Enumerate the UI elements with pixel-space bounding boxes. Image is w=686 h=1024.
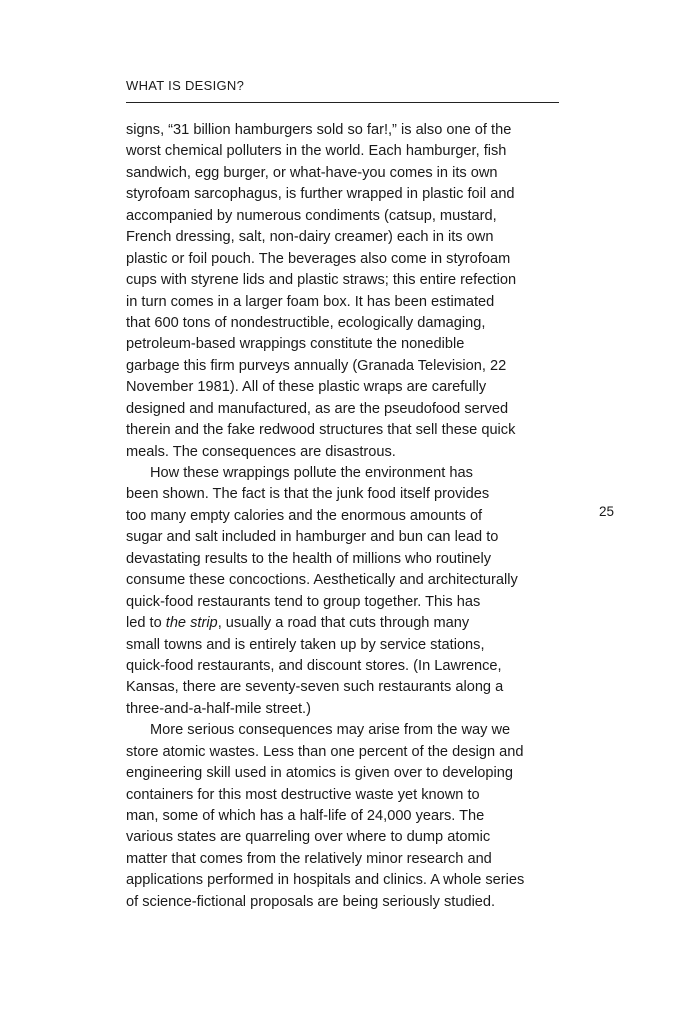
- text-line: of science-fictional proposals are being seriously studied.: [126, 893, 496, 910]
- text-line: meals. The consequences are disastrous.: [126, 443, 396, 460]
- text-line: containers for this most destructive waste yet known to: [126, 786, 480, 803]
- text-line: engineering skill used in atomics is given over to developing: [126, 765, 513, 782]
- text-line: How these wrappings pollute the environment has: [150, 465, 473, 481]
- text-line: three-and-a-half-mile street.): [126, 700, 311, 717]
- text-line: matter that comes from the relatively minor research and: [126, 850, 492, 867]
- text-line: devastating results to the health of millions who routinely: [126, 550, 492, 567]
- text-line: accompanied by numerous condiments (catsup, mustard,: [126, 207, 497, 224]
- text-line: sugar and salt included in hamburger and bun can lead to: [126, 529, 499, 546]
- text-line: cups with styrene lids and plastic straws; this entire refection: [126, 272, 517, 289]
- text-line: petroleum-based wrappings constitute the nonedible: [126, 336, 465, 353]
- text-line: in turn comes in a larger foam box. It has been estimated: [126, 293, 495, 310]
- text-line: French dressing, salt, non-dairy creamer) each in its own: [126, 229, 494, 246]
- running-head: WHAT IS DESIGN?: [126, 78, 245, 93]
- text-line: applications performed in hospitals and clinics. A whole series: [126, 872, 525, 889]
- body-text: [126, 120, 566, 913]
- text-run: led to: [126, 615, 166, 632]
- text-line: plastic or foil pouch. The beverages also come in styrofoam: [126, 250, 511, 267]
- text-line: been shown. The fact is that the junk food itself provides: [126, 486, 490, 503]
- text-line: [126, 613, 566, 634]
- text-line: designed and manufactured, as are the pseudofood served: [126, 400, 509, 417]
- text-line: quick-food restaurants, and discount stores. (In Lawrence,: [126, 657, 502, 674]
- text-line: store atomic wastes. Less than one percent of the design and: [126, 743, 524, 760]
- text-line: Kansas, there are seventy-seven such restaurants along a: [126, 679, 504, 696]
- text-line: styrofoam sarcophagus, is further wrapped in plastic foil and: [126, 186, 515, 203]
- header-rule: [126, 102, 559, 103]
- page-number: 25: [599, 504, 615, 519]
- text-line: consume these concoctions. Aesthetically and architecturally: [126, 572, 518, 589]
- text-line: that 600 tons of nondestructible, ecologically damaging,: [126, 314, 486, 331]
- text-run: , usually a road that cuts through many: [217, 615, 470, 632]
- text-line: signs, “31 billion hamburgers sold so far!,” is also one of the: [126, 122, 512, 138]
- text-line: quick-food restaurants tend to group together. This has: [126, 593, 481, 610]
- text-line: various states are quarreling over where to dump atomic: [126, 829, 491, 846]
- text-line: November 1981). All of these plastic wraps are carefully: [126, 379, 487, 396]
- text-line: small towns and is entirely taken up by service stations,: [126, 636, 485, 653]
- text-line: More serious consequences may arise from the way we: [150, 722, 511, 739]
- text-line: man, some of which has a half-life of 24,000 years. The: [126, 808, 485, 824]
- text-line: garbage this firm purveys annually (Granada Television, 22: [126, 357, 507, 374]
- text-line: too many empty calories and the enormous amounts of: [126, 507, 483, 524]
- text-line: sandwich, egg burger, or what-have-you comes in its own: [126, 164, 498, 181]
- text-line: worst chemical polluters in the world. Each hamburger, fish: [126, 143, 507, 160]
- italic-term: the strip: [165, 615, 218, 632]
- text-line: therein and the fake redwood structures that sell these quick: [126, 422, 516, 439]
